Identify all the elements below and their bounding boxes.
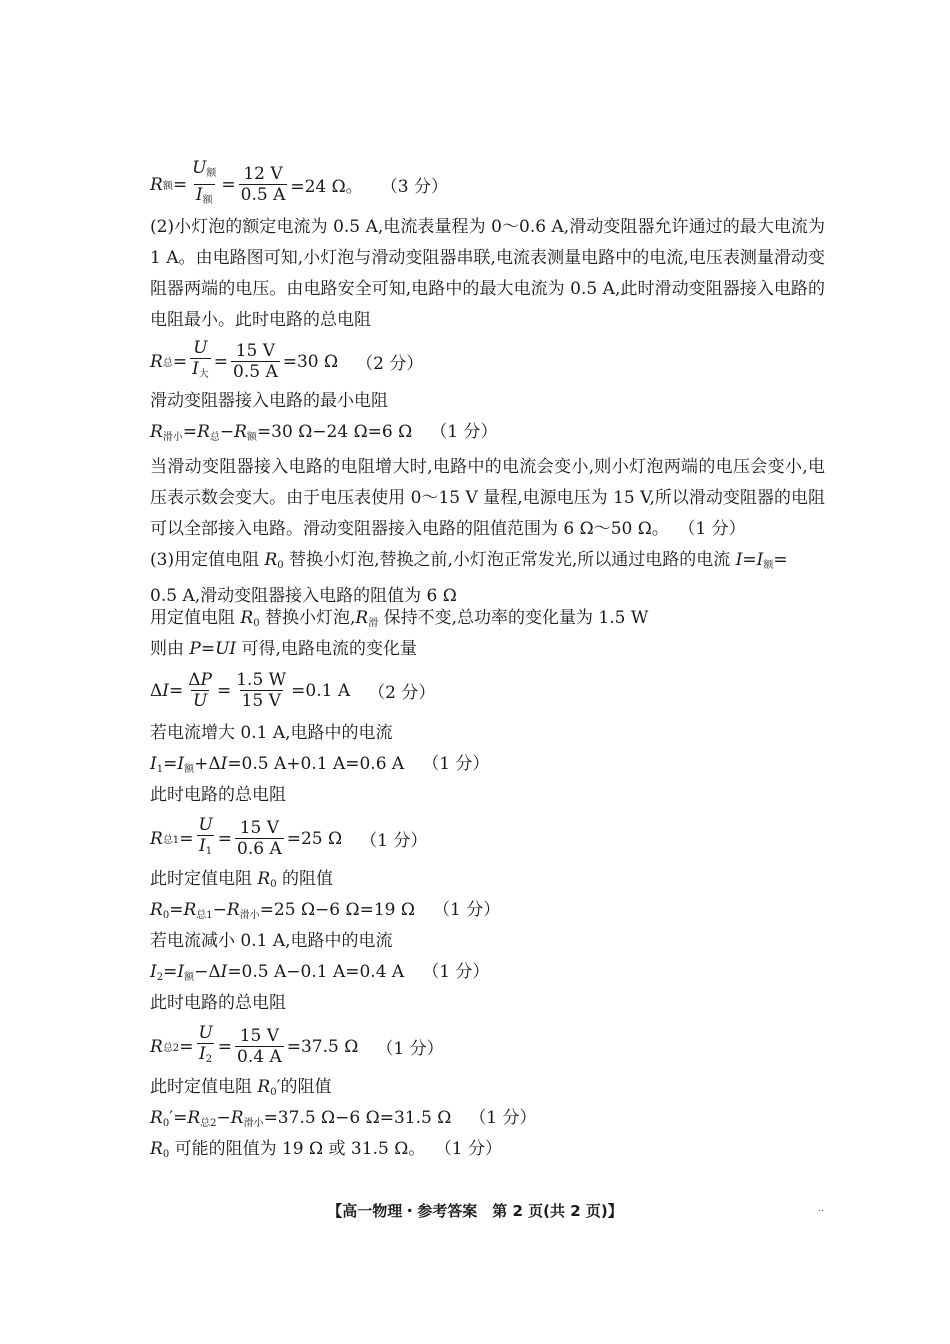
score-note: （1 分） bbox=[433, 900, 501, 920]
corner-mark: ·· bbox=[818, 1206, 825, 1217]
text-min-resistance-heading: 滑动变阻器接入电路的最小电阻 bbox=[150, 391, 388, 411]
equation-total-resistance-1: R 总1 = $\frac{U}{I_1}$ = $\frac{15 V}{0.6 A}$ =25 Ω （1 分） bbox=[150, 815, 427, 862]
paragraph-part-3: (3)用定值电阻 $R_0$ 替换小灯泡,替换之前,小灯泡正常发光,所以通过电路的电流 $I=I_额=$ 0.5 A,滑动变阻器接入电路的阻值为 6 Ω bbox=[150, 550, 788, 606]
equation-rated-resistance: R 额 = $\frac{U_额}{I_额}$ = $\frac{12 V}{0.5 A}$ =24 Ω。 （3 分） bbox=[150, 158, 448, 211]
text-total-resistance-1: 此时电路的总电阻 bbox=[150, 785, 286, 805]
paragraph-part-2: (2)小灯泡的额定电流为 0.5 A,电流表量程为 0～0.6 A,滑动变阻器允许通过的最大电流为 1 A。由电路图可知,小灯泡与滑动变阻器串联,电流表测量电路中的电流,电压表测量滑动变阻器两端的电压。由电路安全可知,电路中的最大电流为 0.5 A,此时滑动变阻器接入电路的电阻最小。此时电路的总电阻 bbox=[150, 217, 825, 330]
equation-min-resistance: $R_{滑小}=R_总-R_额=30$ Ω−24 Ω=6 Ω （1 分） bbox=[150, 422, 498, 443]
equation-current-i1: $I_1=I_额+\Delta I=0.5$ A+0.1 A=0.6 A （1 分） bbox=[150, 754, 490, 775]
equation-current-i2: $I_2=I_额-\Delta I=0.5$ A−0.1 A=0.4 A （1 分） bbox=[150, 962, 490, 983]
text-replace-lamp: 用定值电阻 $R_0$ 替换小灯泡$,R_滑$ 保持不变,总功率的变化量为 1.5 W bbox=[150, 608, 649, 629]
score-note: （1 分） bbox=[686, 519, 746, 539]
text-current-decrease: 若电流减小 0.1 A,电路中的电流 bbox=[150, 931, 393, 951]
score-note: （2 分） bbox=[356, 354, 424, 374]
score-note: （1 分） bbox=[469, 1108, 537, 1128]
text-total-resistance-2: 此时电路的总电阻 bbox=[150, 993, 286, 1013]
equation-total-resistance: R 总 = $\frac{U}{I_大}$ = $\frac{15 V}{0.5 A}$ =30 Ω （2 分） bbox=[150, 338, 423, 385]
paragraph-resistance-range: 当滑动变阻器接入电路的电阻增大时,电路中的电流会变小,则小灯泡两端的电压会变小,电压表示数会变大。由于电压表使用 0～15 V 量程,电源电压为 15 V,所以滑动变阻器的电阻可以全部接入电路。滑动变阻器接入电路的阻值范围为 6 Ω～50 Ω。 （1 分） bbox=[150, 457, 825, 539]
equation-total-resistance-2: R 总2 = $\frac{U}{I_2}$ = $\frac{15 V}{0.4 A}$ =37.5 Ω （1 分） bbox=[150, 1023, 444, 1070]
score-note: （3 分） bbox=[380, 177, 448, 197]
text-conclusion: $R_0$ 可能的阻值为 19 Ω 或 31.5 Ω。 （1 分） bbox=[150, 1139, 503, 1160]
score-note: （1 分） bbox=[360, 831, 428, 851]
equation-current-change: Δ I = $\frac{\Delta P}{U}$ = $\frac{1.5 W}{15 V}$ =0.1 A （2 分） bbox=[150, 670, 436, 711]
text-current-increase: 若电流增大 0.1 A,电路中的电流 bbox=[150, 723, 393, 743]
text-power-formula: 则由 P=UI 可得,电路电流的变化量 bbox=[150, 639, 417, 659]
equation-r0-prime-value: $R_0'=R_{总2}-R_{滑小}=37.5$ Ω−6 Ω=31.5 Ω （1 分） bbox=[150, 1108, 537, 1129]
text-r0-prime-heading: 此时定值电阻 $R_0'$的阻值 bbox=[150, 1077, 332, 1098]
page-footer: 【高一物理・参考答案 第 2 页(共 2 页)】 bbox=[327, 1202, 623, 1220]
equation-r0-value: $R_0=R_{总1}-R_{滑小}=25$ Ω−6 Ω=19 Ω （1 分） bbox=[150, 900, 501, 921]
score-note: （1 分） bbox=[422, 962, 490, 982]
score-note: （1 分） bbox=[376, 1039, 444, 1059]
score-note: （1 分） bbox=[430, 422, 498, 442]
score-note: （2 分） bbox=[368, 683, 436, 703]
text-r0-heading: 此时定值电阻 $R_0$ 的阻值 bbox=[150, 869, 333, 890]
score-note: （1 分） bbox=[443, 1139, 503, 1159]
score-note: （1 分） bbox=[422, 754, 490, 774]
